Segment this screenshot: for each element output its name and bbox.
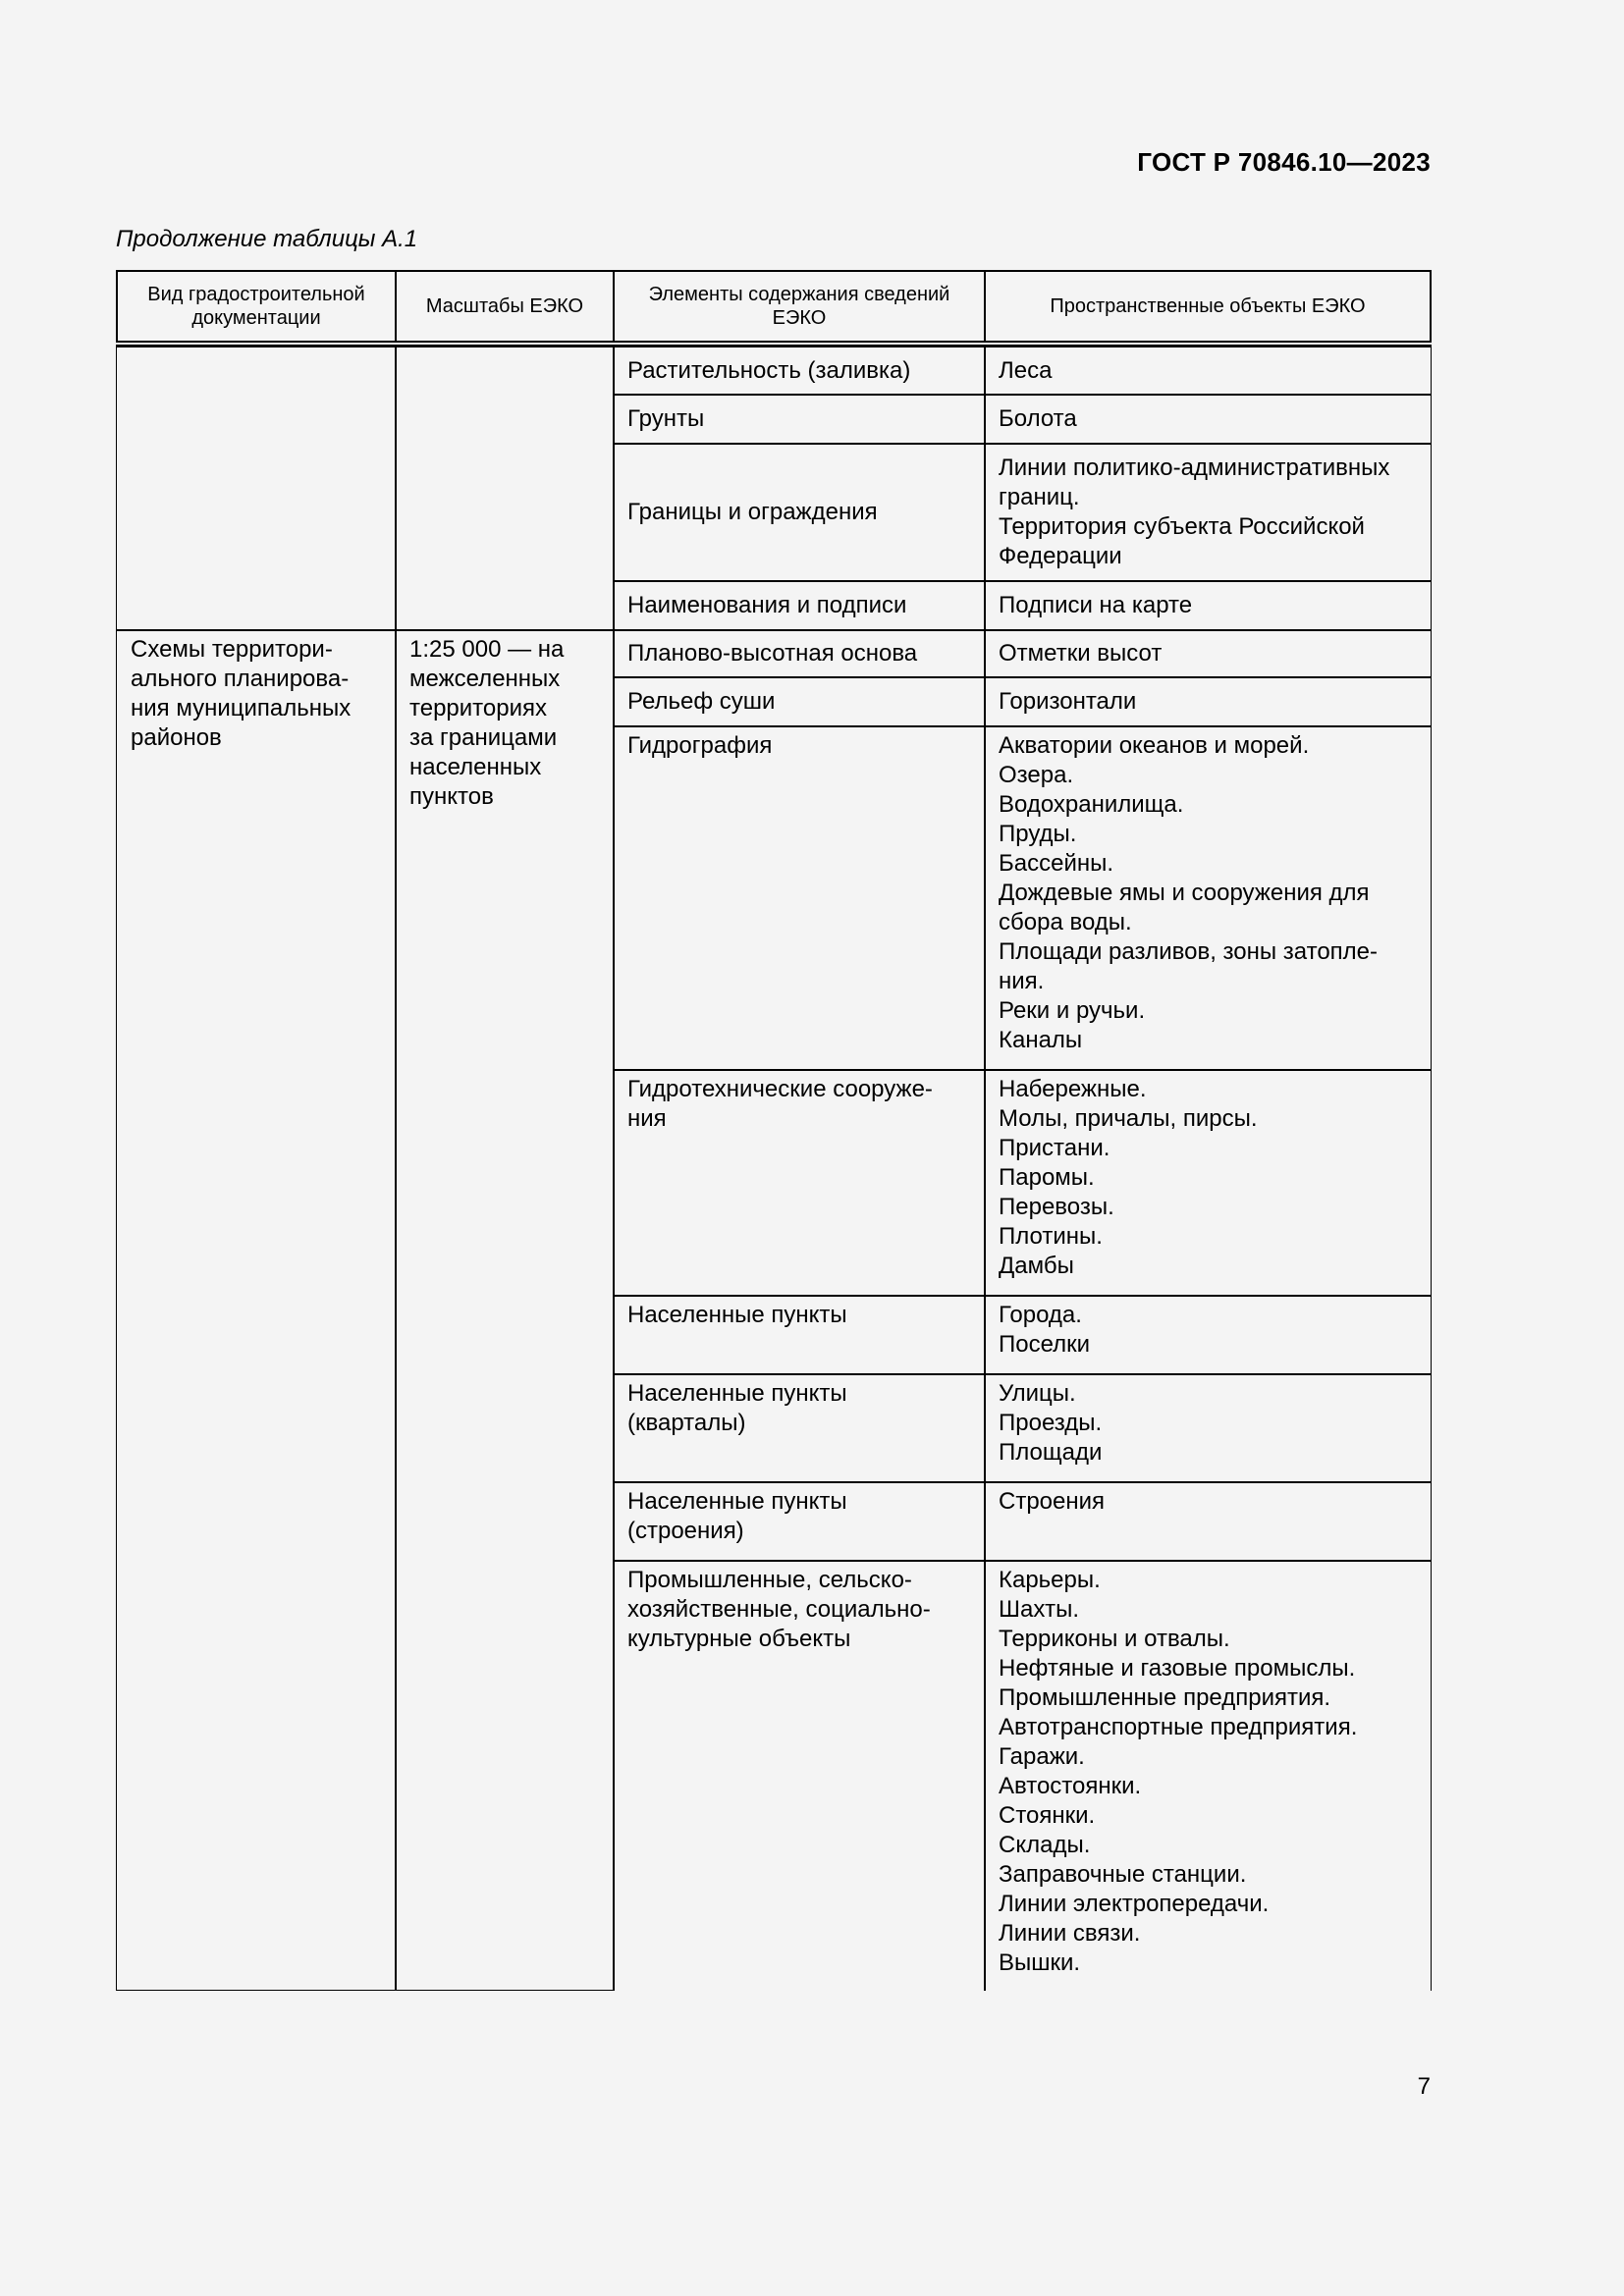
objects-cell: Болота [984,394,1432,445]
element-cell: Границы и ограждения [613,443,986,582]
objects-cell: Улицы. Проезды. Площади [984,1373,1432,1483]
element-cell: Населенные пункты (кварталы) [613,1373,986,1483]
element-cell: Рельеф суши [613,676,986,727]
table-caption: Продолжение таблицы А.1 [116,226,418,252]
doc-type-continued-cell [116,347,397,631]
element-cell: Промышленные, сельско- хозяйственные, социально- культурные объекты [613,1560,986,1991]
element-cell: Грунты [613,394,986,445]
objects-cell: Карьеры. Шахты. Терриконы и отвалы. Нефтяные и газовые промыслы. Промышленные предприятия. Автотранспортные предприятия. Гаражи. Автостоянки. Стоянки. Склады. Заправочные станции. Линии электропередачи. Линии связи. Вышки. [984,1560,1432,1991]
element-cell: Гидротехнические сооруже- ния [613,1069,986,1297]
page-number: 7 [1417,2073,1431,2100]
element-cell: Гидрография [613,725,986,1071]
element-cell: Населенные пункты (строения) [613,1481,986,1562]
doc-type-cell: Схемы территори- ального планирова- ния муниципальных районов [116,629,397,1991]
data-table [116,270,1432,1991]
element-cell: Растительность (заливка) [613,347,986,396]
scale-cell: 1:25 000 — на межселенных территориях за границами населенных пунктов [395,629,615,1991]
objects-cell: Линии политико-административных границ. Территория субъекта Российской Федерации [984,443,1432,582]
objects-cell: Строения [984,1481,1432,1562]
objects-cell: Горизонтали [984,676,1432,727]
header-doc-type: Вид градостроительной документации [116,270,397,343]
objects-cell: Города. Поселки [984,1295,1432,1375]
objects-cell: Набережные. Молы, причалы, пирсы. Пристани. Паромы. Перевозы. Плотины. Дамбы [984,1069,1432,1297]
header-scale: Масштабы ЕЭКО [395,270,615,343]
objects-cell: Леса [984,347,1432,396]
element-cell: Планово-высотная основа [613,629,986,678]
header-objects: Пространственные объекты ЕЭКО [984,270,1432,343]
scale-continued-cell [395,347,615,631]
objects-cell: Акватории океанов и морей. Озера. Водохранилища. Пруды. Бассейны. Дождевые ямы и сооружения для сбора воды. Площади разливов, зоны затопле- ния. Реки и ручьи. Каналы [984,725,1432,1071]
header-elements: Элементы содержания сведений ЕЭКО [613,270,986,343]
objects-cell: Подписи на карте [984,580,1432,631]
element-cell: Населенные пункты [613,1295,986,1375]
document-code: ГОСТ Р 70846.10—2023 [1137,147,1431,177]
element-cell: Наименования и подписи [613,580,986,631]
objects-cell: Отметки высот [984,629,1432,678]
